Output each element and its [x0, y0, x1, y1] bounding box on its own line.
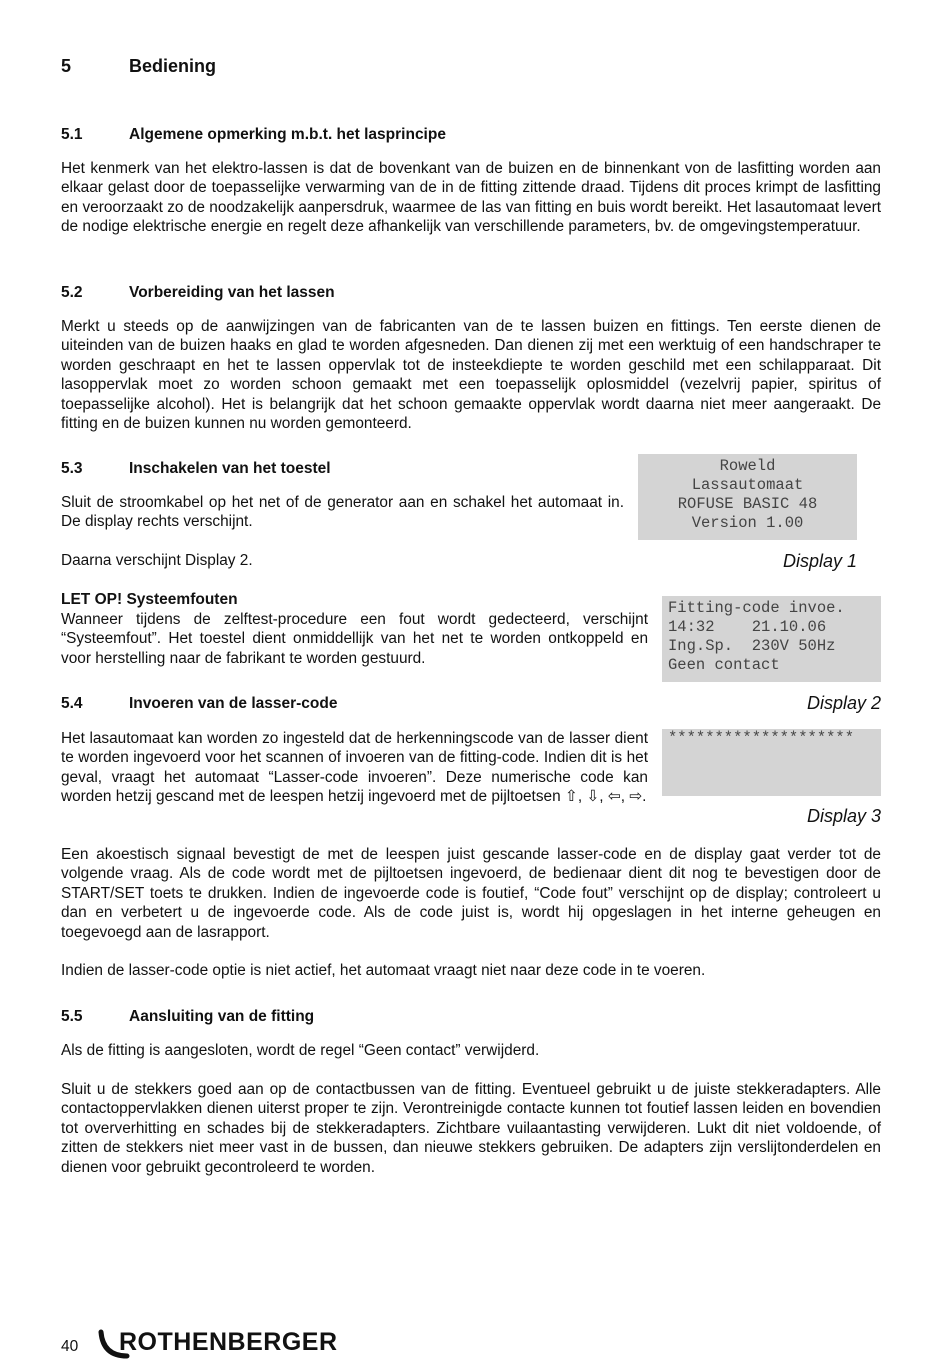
section-number: 5.3: [61, 460, 83, 477]
section-title: Vorbereiding van het lassen: [129, 284, 335, 301]
warning-body: Wanneer tijdens de zelftest-procedure een fout wordt gedecteerd, verschijnt “Systeemfout”. Het toestel dient onmiddellijk van het net te worden ontkoppeld en voor herstelling naar de fabrikant te worden gestuurd.: [61, 611, 648, 667]
logo-text: ROTHENBERGER: [119, 1328, 338, 1356]
section-5-2-heading: [61, 284, 661, 304]
display-line: Version 1.00: [691, 514, 804, 532]
section-5-1-heading: [61, 126, 661, 146]
section-number: 5.1: [61, 126, 83, 143]
section-5-5-body: Als de fitting is aangesloten, wordt de regel “Geen contact” verwijderd.: [61, 1042, 540, 1059]
display-2-screen: [662, 596, 881, 682]
display-line: ROFUSE BASIC 48: [677, 495, 818, 513]
display-line: Lassautomaat: [691, 476, 804, 494]
section-number: 5.5: [61, 1008, 83, 1025]
rothenberger-logo: [97, 1326, 337, 1362]
display-1-caption: Display 1: [782, 551, 857, 571]
chapter-title: Bediening: [129, 56, 217, 76]
display-line: Geen contact: [668, 656, 780, 674]
warning-title: LET OP! Systeemfouten: [61, 591, 238, 608]
section-5-4-body: Het lasautomaat kan worden zo ingesteld dat de herkenningscode van de lasser dient te worden ingevoerd voor het scannen of invoeren van de fitting-code. Indien dit is het geval, vraagt het automaat “Lasser-code invoeren”. Deze numerische code kan worden hetzij gescand met de leespen hetzij ingevoerd met de pijltoetsen ⇧, ⇩, ⇦, ⇨.: [61, 730, 648, 806]
display-line: ********************: [668, 729, 855, 747]
section-5-3-next: Daarna verschijnt Display 2.: [61, 552, 253, 569]
section-title: Aansluiting van de fitting: [129, 1008, 315, 1025]
display-line: Ing.Sp. 230V 50Hz: [668, 637, 836, 655]
section-5-3-body: Sluit de stroomkabel op het net of de generator aan en schakel het automaat in. De display rechts verschijnt.: [61, 494, 624, 531]
section-5-4-body-2: Een akoestisch signaal bevestigt de met de leespen juist gescande lasser-code en de display gaat verder tot de volgende vraag. Als de code wordt met de pijltoetsen ingevoerd, de bedienaar dient dit nog te bevestigen door de START/SET toets te drukken. Indien de ingevoerde code is foutief, “Code fout” verschijnt op de display; controleert u dan en verbetert u de ingevoerde code. Als de code juist is, wordt hij opgeslagen in het interne geheugen en toegevoegd aan de lasrapport.: [61, 846, 881, 941]
section-title: Inschakelen van het toestel: [129, 460, 331, 477]
page-number: 40: [61, 1338, 79, 1355]
section-5-3-heading: [61, 460, 561, 480]
section-5-1-body: Het kenmerk van het elektro-lassen is dat de bovenkant van de buizen en de binnenkant von de lasfitting worden aan elkaar gelast door de toepasselijke verwarming van de in de fitting zittende draad. Tijdens dit proces krimpt de lasfitting en veroorzaakt zo de noodzakelijk aanpersdruk, waarmee de las van fitting en buis wordt bereikt. Het lasautomaat levert de nodige elektrische energie en regelt deze afhankelijk van verschillende parameters, bv. de omgevingstemperatuur.: [61, 160, 881, 236]
display-3-caption: Display 3: [806, 806, 881, 826]
chapter-number: 5: [61, 56, 72, 76]
section-5-4-heading: [61, 695, 561, 715]
section-title: Invoeren van de lasser-code: [129, 695, 338, 712]
display-2-caption: Display 2: [806, 693, 881, 713]
chapter-heading: [61, 56, 461, 80]
display-line: Roweld: [719, 457, 776, 475]
display-line: 14:32 21.10.06: [668, 618, 827, 636]
section-5-2-body: Merkt u steeds op de aanwijzingen van de fabricanten van de te lassen buizen en fittings. Ten eerste dienen de uiteinden van de buizen haaks en glad te worden afgesneden. Dan dienen zij met een werktuig of een handschraper te worden geschraapt en het te lassen oppervlak tot de insteekdiepte te worden geschild met een schilapparaat. Dit lasoppervlak moet zo worden schoon gemaakt met een toepasselijk oplosmiddel (vezelvrij papier, spiritus of toepasselijke alcohol). Het is belangrijk dat het schoon gemaakte oppervlak wordt daarna niet meer aangeraakt. De fitting en de buizen kunnen nu worden gemonteerd.: [61, 318, 881, 433]
section-5-5-heading: [61, 1008, 561, 1028]
display-line: Fitting-code invoe.: [668, 599, 845, 617]
display-1-screen: [638, 454, 857, 540]
display-3-screen: [662, 729, 881, 796]
section-5-5-body-2: Sluit u de stekkers goed aan op de contactbussen van de fitting. Eventueel gebruikt u de juiste stekkeradapters. Alle contactoppervlakken dienen uiterst proper te zijn. Verontreinigde contacte kunnen tot foutief lassen leiden en bovendien tot oververhitting en schades bij de stekkeradapters. Zichtbare vuilaantasting verwijderen. Lukt dit niet voldoende, of zitten de stekkers niet meer vast in de bussen, dan nieuwe stekkers gebruiken. De adapters zijn verslijtonderdelen en dienen voor gebruikt gecontroleerd te worden.: [61, 1081, 881, 1176]
section-title: Algemene opmerking m.b.t. het lasprincipe: [129, 126, 446, 143]
section-number: 5.4: [61, 695, 83, 712]
section-5-4-body-3: Indien de lasser-code optie is niet actief, het automaat vraagt niet naar deze code in te voeren.: [61, 962, 706, 979]
section-number: 5.2: [61, 284, 83, 301]
